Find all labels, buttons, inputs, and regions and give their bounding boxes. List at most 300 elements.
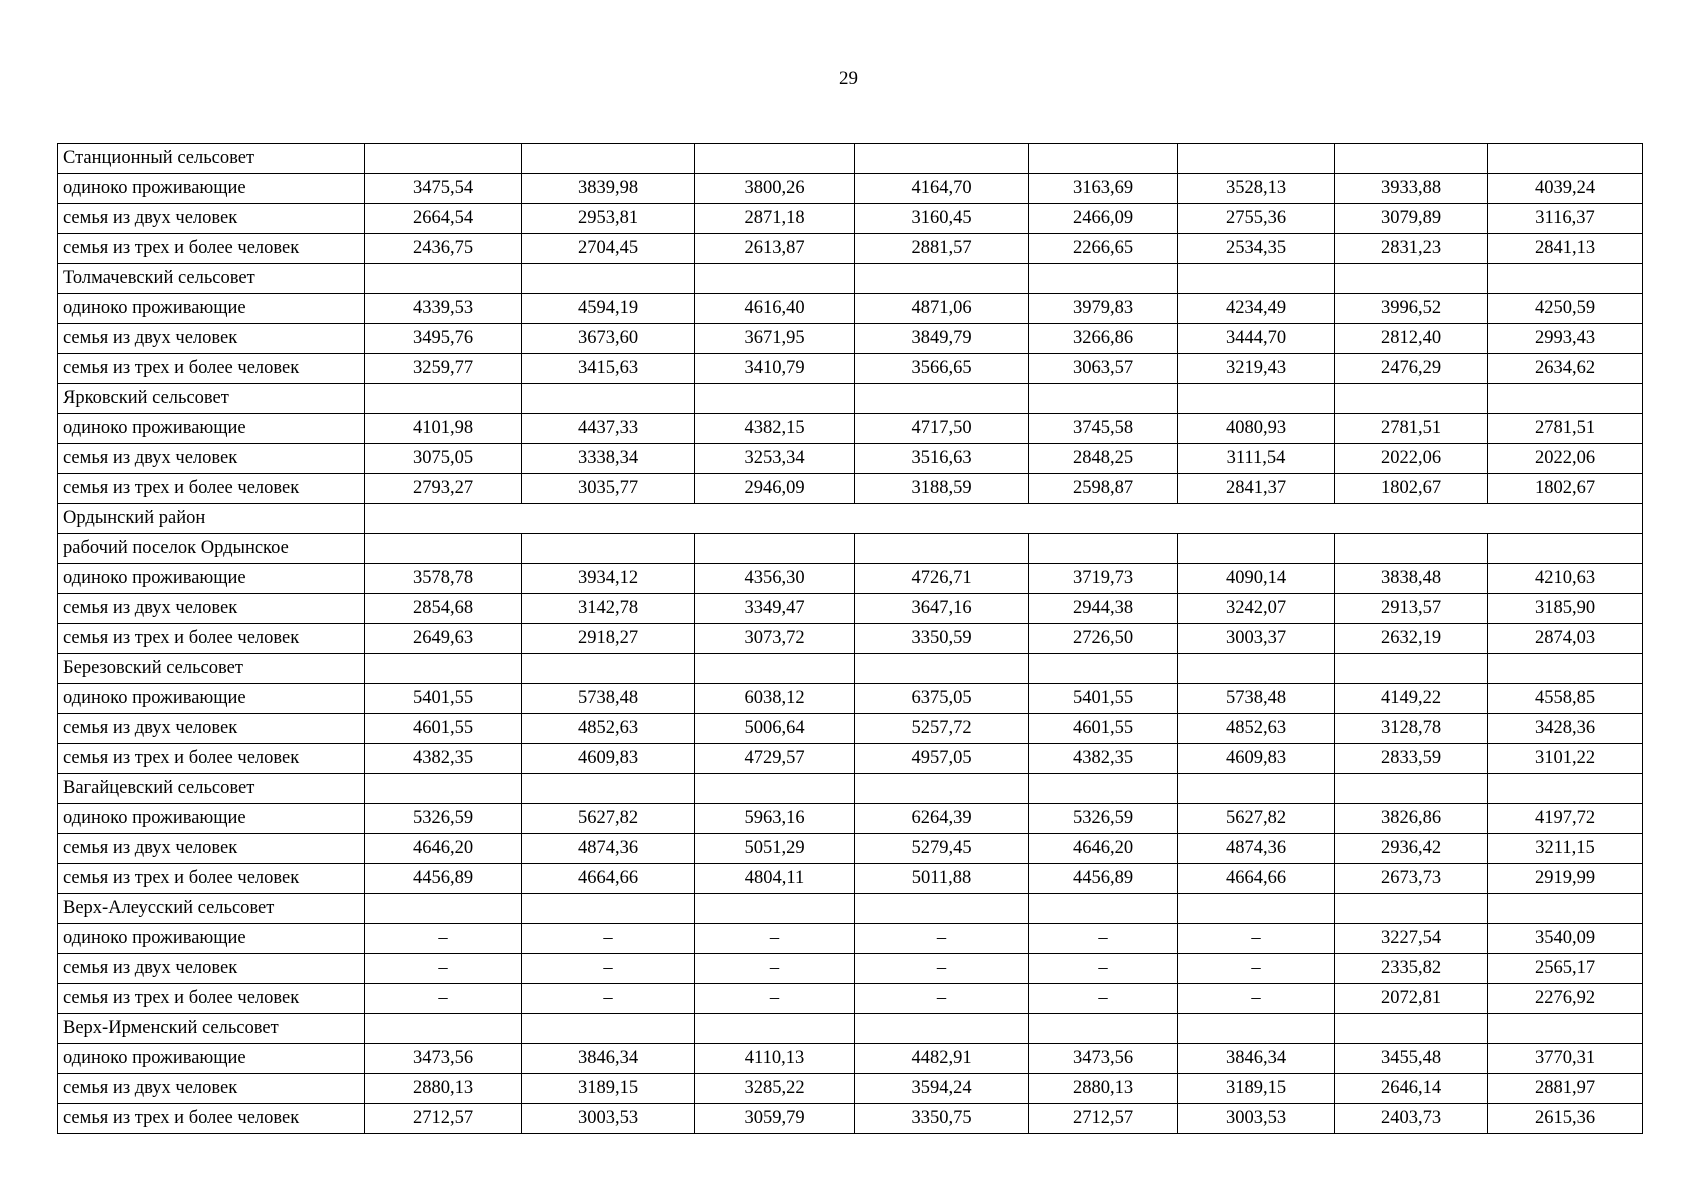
value-cell: 2880,13 — [365, 1074, 522, 1104]
empty-cell — [1335, 534, 1488, 564]
value-cell: 3979,83 — [1029, 294, 1178, 324]
empty-cell — [522, 144, 695, 174]
value-cell: 2436,75 — [365, 234, 522, 264]
district-label: Ордынский район — [58, 504, 365, 534]
table-row — [58, 744, 1643, 774]
row-label: семья из двух человек — [58, 324, 365, 354]
value-cell: 2403,73 — [1335, 1104, 1488, 1134]
empty-cell — [1178, 1014, 1335, 1044]
empty-cell — [1178, 654, 1335, 684]
empty-cell — [855, 534, 1029, 564]
value-cell: 5738,48 — [522, 684, 695, 714]
value-cell: 3003,53 — [1178, 1104, 1335, 1134]
value-cell: – — [1029, 954, 1178, 984]
value-cell: 5006,64 — [695, 714, 855, 744]
value-cell: 4616,40 — [695, 294, 855, 324]
table-row — [58, 204, 1643, 234]
value-cell: 2534,35 — [1178, 234, 1335, 264]
table-row — [58, 564, 1643, 594]
value-cell: 4456,89 — [1029, 864, 1178, 894]
value-cell: 6038,12 — [695, 684, 855, 714]
value-cell: 4601,55 — [365, 714, 522, 744]
value-cell: 3188,59 — [855, 474, 1029, 504]
value-cell: 2833,59 — [1335, 744, 1488, 774]
row-label: одиноко проживающие — [58, 564, 365, 594]
value-cell: 2871,18 — [695, 204, 855, 234]
value-cell: 3285,22 — [695, 1074, 855, 1104]
value-cell: 3101,22 — [1488, 744, 1643, 774]
value-cell: 5627,82 — [1178, 804, 1335, 834]
value-cell: 2632,19 — [1335, 624, 1488, 654]
value-cell: – — [855, 954, 1029, 984]
value-cell: 3473,56 — [1029, 1044, 1178, 1074]
value-cell: – — [1029, 924, 1178, 954]
row-label: одиноко проживающие — [58, 924, 365, 954]
table-row — [58, 684, 1643, 714]
table-row — [58, 594, 1643, 624]
empty-cell — [1029, 654, 1178, 684]
table-row — [58, 1074, 1643, 1104]
value-cell: 3189,15 — [522, 1074, 695, 1104]
empty-cell — [1335, 1014, 1488, 1044]
value-cell: 1802,67 — [1335, 474, 1488, 504]
value-cell: – — [695, 924, 855, 954]
value-cell: 5401,55 — [365, 684, 522, 714]
empty-cell — [1029, 384, 1178, 414]
table-body — [58, 144, 1643, 1134]
empty-cell — [695, 1014, 855, 1044]
value-cell: 3035,77 — [522, 474, 695, 504]
value-cell: 3455,48 — [1335, 1044, 1488, 1074]
empty-cell — [1029, 144, 1178, 174]
value-cell: 3475,54 — [365, 174, 522, 204]
value-cell: 4456,89 — [365, 864, 522, 894]
section-row — [58, 894, 1643, 924]
value-cell: 2936,42 — [1335, 834, 1488, 864]
value-cell: 2615,36 — [1488, 1104, 1643, 1134]
value-cell: 5963,16 — [695, 804, 855, 834]
empty-cell — [1488, 1014, 1643, 1044]
table-row — [58, 954, 1643, 984]
value-cell: 2831,23 — [1335, 234, 1488, 264]
value-cell: – — [522, 984, 695, 1014]
value-cell: 2565,17 — [1488, 954, 1643, 984]
empty-cell — [855, 144, 1029, 174]
empty-cell — [695, 534, 855, 564]
value-cell: 4871,06 — [855, 294, 1029, 324]
value-cell: 5401,55 — [1029, 684, 1178, 714]
value-cell: 2874,03 — [1488, 624, 1643, 654]
empty-cell — [1335, 144, 1488, 174]
value-cell: 4339,53 — [365, 294, 522, 324]
value-cell: 4197,72 — [1488, 804, 1643, 834]
table-row — [58, 804, 1643, 834]
empty-cell — [1178, 384, 1335, 414]
value-cell: 3540,09 — [1488, 924, 1643, 954]
value-cell: 3996,52 — [1335, 294, 1488, 324]
value-cell: 3003,37 — [1178, 624, 1335, 654]
value-cell: 2649,63 — [365, 624, 522, 654]
value-cell: 4609,83 — [1178, 744, 1335, 774]
empty-cell — [1335, 384, 1488, 414]
value-cell: 2946,09 — [695, 474, 855, 504]
empty-cell — [1488, 384, 1643, 414]
value-cell: 3826,86 — [1335, 804, 1488, 834]
value-cell: 4804,11 — [695, 864, 855, 894]
value-cell: 5011,88 — [855, 864, 1029, 894]
value-cell: – — [522, 954, 695, 984]
district-empty-cell — [365, 504, 1643, 534]
value-cell: 4852,63 — [522, 714, 695, 744]
row-label: семья из трех и более человек — [58, 864, 365, 894]
value-cell: 2918,27 — [522, 624, 695, 654]
empty-cell — [1335, 654, 1488, 684]
value-cell: 2953,81 — [522, 204, 695, 234]
empty-cell — [522, 774, 695, 804]
value-cell: 3142,78 — [522, 594, 695, 624]
empty-cell — [365, 654, 522, 684]
page-number: 29 — [839, 68, 858, 89]
value-cell: 1802,67 — [1488, 474, 1643, 504]
empty-cell — [855, 1014, 1029, 1044]
value-cell: 3934,12 — [522, 564, 695, 594]
value-cell: 3349,47 — [695, 594, 855, 624]
section-row — [58, 534, 1643, 564]
value-cell: 2634,62 — [1488, 354, 1643, 384]
empty-cell — [1488, 654, 1643, 684]
value-cell: 4482,91 — [855, 1044, 1029, 1074]
value-cell: 3846,34 — [522, 1044, 695, 1074]
value-cell: 3128,78 — [1335, 714, 1488, 744]
empty-cell — [1029, 264, 1178, 294]
row-label: семья из трех и более человек — [58, 1104, 365, 1134]
value-cell: – — [1178, 924, 1335, 954]
empty-cell — [522, 264, 695, 294]
empty-cell — [522, 1014, 695, 1044]
value-cell: 3415,63 — [522, 354, 695, 384]
value-cell: 2841,13 — [1488, 234, 1643, 264]
value-cell: – — [365, 984, 522, 1014]
empty-cell — [365, 384, 522, 414]
value-cell: 3673,60 — [522, 324, 695, 354]
table-row — [58, 1104, 1643, 1134]
value-cell: 4382,35 — [365, 744, 522, 774]
value-cell: 4234,49 — [1178, 294, 1335, 324]
value-cell: 2704,45 — [522, 234, 695, 264]
value-cell: 4609,83 — [522, 744, 695, 774]
value-cell: 2993,43 — [1488, 324, 1643, 354]
value-cell: 4558,85 — [1488, 684, 1643, 714]
value-cell: 2919,99 — [1488, 864, 1643, 894]
empty-cell — [1029, 774, 1178, 804]
value-cell: 4874,36 — [522, 834, 695, 864]
section-label: Толмачевский сельсовет — [58, 264, 365, 294]
table-row — [58, 234, 1643, 264]
row-label: семья из трех и более человек — [58, 354, 365, 384]
empty-cell — [1178, 894, 1335, 924]
empty-cell — [1178, 534, 1335, 564]
empty-cell — [1178, 774, 1335, 804]
value-cell: 3350,75 — [855, 1104, 1029, 1134]
table-row — [58, 834, 1643, 864]
empty-cell — [1335, 264, 1488, 294]
row-label: семья из двух человек — [58, 834, 365, 864]
value-cell: 3800,26 — [695, 174, 855, 204]
table-row — [58, 984, 1643, 1014]
empty-cell — [855, 774, 1029, 804]
value-cell: 2266,65 — [1029, 234, 1178, 264]
empty-cell — [1029, 534, 1178, 564]
empty-cell — [1488, 534, 1643, 564]
value-cell: 3473,56 — [365, 1044, 522, 1074]
value-cell: 4729,57 — [695, 744, 855, 774]
value-cell: 2881,97 — [1488, 1074, 1643, 1104]
empty-cell — [1178, 264, 1335, 294]
value-cell: 2466,09 — [1029, 204, 1178, 234]
value-cell: 2335,82 — [1335, 954, 1488, 984]
value-cell: 3428,36 — [1488, 714, 1643, 744]
value-cell: 5738,48 — [1178, 684, 1335, 714]
value-cell: 4250,59 — [1488, 294, 1643, 324]
value-cell: 2881,57 — [855, 234, 1029, 264]
value-cell: 3073,72 — [695, 624, 855, 654]
value-cell: 2755,36 — [1178, 204, 1335, 234]
value-cell: 3849,79 — [855, 324, 1029, 354]
value-cell: 3219,43 — [1178, 354, 1335, 384]
value-cell: 2781,51 — [1335, 414, 1488, 444]
value-cell: 2880,13 — [1029, 1074, 1178, 1104]
row-label: одиноко проживающие — [58, 684, 365, 714]
empty-cell — [365, 894, 522, 924]
value-cell: – — [695, 984, 855, 1014]
value-cell: – — [522, 924, 695, 954]
value-cell: 5279,45 — [855, 834, 1029, 864]
row-label: одиноко проживающие — [58, 1044, 365, 1074]
value-cell: 3116,37 — [1488, 204, 1643, 234]
row-label: семья из двух человек — [58, 444, 365, 474]
table-row — [58, 444, 1643, 474]
value-cell: 3516,63 — [855, 444, 1029, 474]
value-cell: 4594,19 — [522, 294, 695, 324]
value-cell: 4646,20 — [365, 834, 522, 864]
value-cell: 3253,34 — [695, 444, 855, 474]
empty-cell — [855, 264, 1029, 294]
empty-cell — [695, 894, 855, 924]
value-cell: 3003,53 — [522, 1104, 695, 1134]
value-cell: 4356,30 — [695, 564, 855, 594]
empty-cell — [1335, 774, 1488, 804]
value-cell: 3350,59 — [855, 624, 1029, 654]
table-row — [58, 864, 1643, 894]
value-cell: 2712,57 — [365, 1104, 522, 1134]
value-cell: – — [695, 954, 855, 984]
value-cell: 3242,07 — [1178, 594, 1335, 624]
value-cell: 2712,57 — [1029, 1104, 1178, 1134]
value-cell: 2673,73 — [1335, 864, 1488, 894]
value-cell: 2613,87 — [695, 234, 855, 264]
empty-cell — [522, 894, 695, 924]
data-table — [57, 143, 1643, 1134]
value-cell: 3259,77 — [365, 354, 522, 384]
empty-cell — [365, 774, 522, 804]
value-cell: 4601,55 — [1029, 714, 1178, 744]
value-cell: 3063,57 — [1029, 354, 1178, 384]
value-cell: 6264,39 — [855, 804, 1029, 834]
empty-cell — [1178, 144, 1335, 174]
value-cell: 4957,05 — [855, 744, 1029, 774]
row-label: семья из двух человек — [58, 204, 365, 234]
section-row — [58, 774, 1643, 804]
value-cell: 5627,82 — [522, 804, 695, 834]
value-cell: 3111,54 — [1178, 444, 1335, 474]
row-label: семья из двух человек — [58, 594, 365, 624]
value-cell: 3647,16 — [855, 594, 1029, 624]
value-cell: 3075,05 — [365, 444, 522, 474]
empty-cell — [1029, 894, 1178, 924]
table-row — [58, 294, 1643, 324]
value-cell: 3839,98 — [522, 174, 695, 204]
value-cell: 2022,06 — [1335, 444, 1488, 474]
value-cell: 2072,81 — [1335, 984, 1488, 1014]
empty-cell — [522, 654, 695, 684]
empty-cell — [855, 654, 1029, 684]
value-cell: – — [855, 984, 1029, 1014]
value-cell: 3933,88 — [1335, 174, 1488, 204]
row-label: семья из трех и более человек — [58, 474, 365, 504]
empty-cell — [1488, 144, 1643, 174]
value-cell: 4726,71 — [855, 564, 1029, 594]
table-row — [58, 354, 1643, 384]
value-cell: 3059,79 — [695, 1104, 855, 1134]
empty-cell — [695, 654, 855, 684]
value-cell: 3211,15 — [1488, 834, 1643, 864]
section-label: Станционный сельсовет — [58, 144, 365, 174]
value-cell: 2913,57 — [1335, 594, 1488, 624]
section-row — [58, 654, 1643, 684]
empty-cell — [695, 144, 855, 174]
value-cell: 3338,34 — [522, 444, 695, 474]
district-row — [58, 504, 1643, 534]
value-cell: – — [1178, 954, 1335, 984]
value-cell: 3444,70 — [1178, 324, 1335, 354]
value-cell: 3745,58 — [1029, 414, 1178, 444]
value-cell: 4149,22 — [1335, 684, 1488, 714]
value-cell: 4717,50 — [855, 414, 1029, 444]
value-cell: 2022,06 — [1488, 444, 1643, 474]
empty-cell — [1488, 264, 1643, 294]
section-row — [58, 384, 1643, 414]
row-label: семья из трех и более человек — [58, 984, 365, 1014]
table-row — [58, 1044, 1643, 1074]
row-label: семья из трех и более человек — [58, 234, 365, 264]
value-cell: 2646,14 — [1335, 1074, 1488, 1104]
section-row — [58, 144, 1643, 174]
value-cell: 2848,25 — [1029, 444, 1178, 474]
value-cell: 5326,59 — [1029, 804, 1178, 834]
row-label: одиноко проживающие — [58, 174, 365, 204]
value-cell: 2854,68 — [365, 594, 522, 624]
value-cell: 2812,40 — [1335, 324, 1488, 354]
value-cell: 4039,24 — [1488, 174, 1643, 204]
value-cell: 3495,76 — [365, 324, 522, 354]
empty-cell — [365, 534, 522, 564]
value-cell: 4874,36 — [1178, 834, 1335, 864]
table-row — [58, 414, 1643, 444]
empty-cell — [1335, 894, 1488, 924]
value-cell: 4110,13 — [695, 1044, 855, 1074]
value-cell: 3846,34 — [1178, 1044, 1335, 1074]
row-label: семья из двух человек — [58, 714, 365, 744]
value-cell: 4664,66 — [1178, 864, 1335, 894]
section-label: Ярковский сельсовет — [58, 384, 365, 414]
value-cell: 3528,13 — [1178, 174, 1335, 204]
section-row — [58, 1014, 1643, 1044]
row-label: одиноко проживающие — [58, 414, 365, 444]
value-cell: 2793,27 — [365, 474, 522, 504]
value-cell: 3163,69 — [1029, 174, 1178, 204]
value-cell: 5051,29 — [695, 834, 855, 864]
value-cell: 4382,35 — [1029, 744, 1178, 774]
value-cell: 4080,93 — [1178, 414, 1335, 444]
table-row — [58, 924, 1643, 954]
value-cell: 2276,92 — [1488, 984, 1643, 1014]
section-row — [58, 264, 1643, 294]
value-cell: 2598,87 — [1029, 474, 1178, 504]
value-cell: 6375,05 — [855, 684, 1029, 714]
value-cell: – — [1029, 984, 1178, 1014]
value-cell: 2476,29 — [1335, 354, 1488, 384]
section-label: Верх-Алеусский сельсовет — [58, 894, 365, 924]
value-cell: 2781,51 — [1488, 414, 1643, 444]
value-cell: 3578,78 — [365, 564, 522, 594]
value-cell: 3594,24 — [855, 1074, 1029, 1104]
empty-cell — [365, 144, 522, 174]
row-label: одиноко проживающие — [58, 804, 365, 834]
value-cell: – — [855, 924, 1029, 954]
value-cell: 3079,89 — [1335, 204, 1488, 234]
value-cell: 3266,86 — [1029, 324, 1178, 354]
value-cell: 3185,90 — [1488, 594, 1643, 624]
section-label: рабочий поселок Ордынское — [58, 534, 365, 564]
value-cell: 4164,70 — [855, 174, 1029, 204]
value-cell: 3770,31 — [1488, 1044, 1643, 1074]
row-label: семья из двух человек — [58, 1074, 365, 1104]
value-cell: 4437,33 — [522, 414, 695, 444]
table-row — [58, 324, 1643, 354]
table-row — [58, 624, 1643, 654]
table-row — [58, 474, 1643, 504]
value-cell: – — [365, 924, 522, 954]
empty-cell — [365, 1014, 522, 1044]
value-cell: 2944,38 — [1029, 594, 1178, 624]
empty-cell — [1488, 894, 1643, 924]
value-cell: 5257,72 — [855, 714, 1029, 744]
value-cell: – — [365, 954, 522, 984]
empty-cell — [855, 384, 1029, 414]
value-cell: 4646,20 — [1029, 834, 1178, 864]
value-cell: 3189,15 — [1178, 1074, 1335, 1104]
value-cell: 3410,79 — [695, 354, 855, 384]
section-label: Верх-Ирменский сельсовет — [58, 1014, 365, 1044]
empty-cell — [855, 894, 1029, 924]
value-cell: 4101,98 — [365, 414, 522, 444]
value-cell: 2726,50 — [1029, 624, 1178, 654]
row-label: семья из трех и более человек — [58, 624, 365, 654]
section-label: Вагайцевский сельсовет — [58, 774, 365, 804]
value-cell: 4210,63 — [1488, 564, 1643, 594]
value-cell: 4090,14 — [1178, 564, 1335, 594]
value-cell: – — [1178, 984, 1335, 1014]
